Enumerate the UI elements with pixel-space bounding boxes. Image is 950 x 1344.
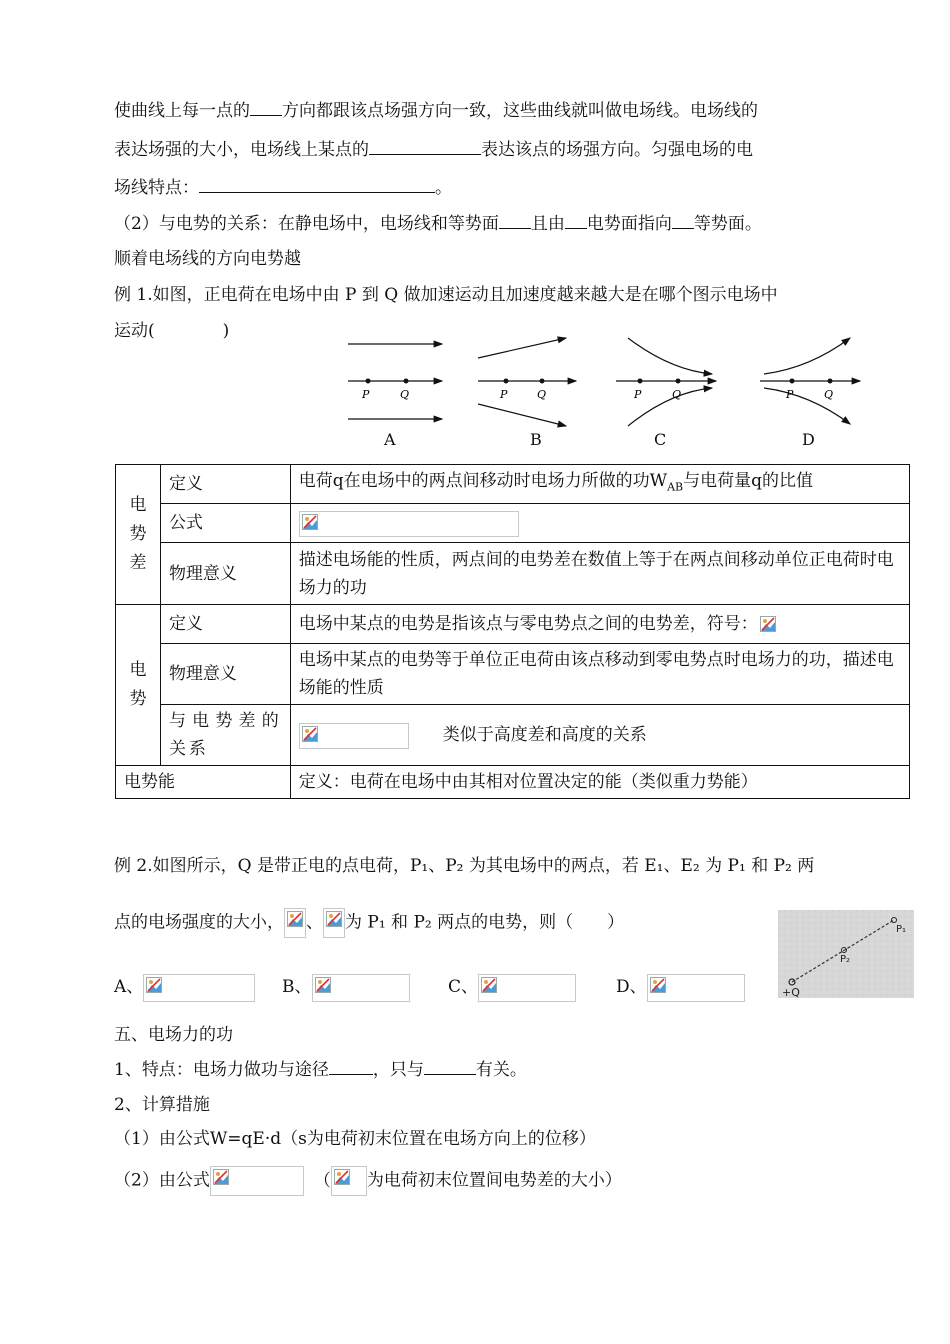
broken-image-icon: [213, 1169, 229, 1185]
example1-line-2: 运动( ): [114, 321, 230, 341]
text: 等势面。: [693, 214, 762, 234]
text: 差: [129, 553, 147, 574]
row-label: 定义: [160, 605, 290, 644]
option-image: [478, 974, 576, 1002]
blank: [424, 1058, 476, 1075]
text: 点的电场强度的大小，: [114, 912, 284, 933]
figure-d: [760, 338, 860, 424]
broken-image-icon: [334, 1169, 350, 1185]
figure-c: [616, 338, 716, 426]
blank: [565, 212, 587, 229]
point-p-label: P: [786, 388, 794, 401]
example2-line-2: [114, 908, 624, 938]
broken-image-icon: [481, 977, 497, 993]
uab-image: [331, 1166, 367, 1196]
intro-line-5: [114, 248, 301, 270]
group-potential-difference: [116, 465, 161, 605]
option-image: [647, 974, 745, 1002]
relation-image: [299, 723, 409, 749]
blank: [672, 212, 694, 229]
symbol-image: [758, 614, 778, 636]
q-label: +Q: [782, 986, 800, 998]
option-a[interactable]: [114, 972, 255, 1002]
formula-image: [299, 511, 519, 537]
option-d-label: D: [802, 430, 815, 449]
text: 使曲线上每一点的: [114, 101, 250, 121]
point-q-label: Q: [537, 388, 547, 401]
group-potential: [116, 605, 161, 766]
broken-image-icon: [146, 977, 162, 993]
text: 电: [129, 495, 147, 516]
blank: [369, 138, 481, 155]
broken-image-icon: [760, 616, 776, 632]
text: 电势面指向: [586, 214, 672, 234]
table-row: [116, 504, 910, 543]
row-formula: [290, 504, 909, 543]
blank: [250, 99, 282, 116]
table-row: [116, 644, 910, 705]
text: 势: [129, 689, 147, 710]
option-image: [312, 974, 410, 1002]
text: 、: [306, 912, 323, 933]
text: 电场中某点的电势是指该点与零电势点之间的电势差，符号：: [298, 614, 758, 635]
text: 类似于高度差和高度的关系: [442, 725, 647, 746]
text: （2）由公式: [114, 1170, 210, 1191]
broken-image-icon: [302, 514, 318, 530]
text: ，只与: [372, 1060, 424, 1080]
point-q-label: Q: [400, 388, 410, 401]
p1-label: P₁: [896, 924, 907, 935]
option-label: D、: [616, 977, 647, 997]
table-row: [116, 766, 910, 799]
row-text: 定义：电荷在电场中由其相对位置决定的能（类似重力势能）: [290, 766, 909, 799]
table-row: [116, 465, 910, 504]
text: 电荷q在电场中的两点间移动时电场力所做的功W: [298, 471, 668, 491]
row-label: 物理意义: [160, 644, 290, 705]
example2-line-1: 例 2.如图所示，Q 是带正电的点电荷，P₁、P₂ 为其电场中的两点，若 E₁、E₂ 为 P₁ 和 P₂ 两: [114, 856, 815, 876]
text: 方向都跟该点场强方向一致，这些曲线就叫做电场线。电场线的: [282, 101, 758, 121]
point-q-label: Q: [824, 388, 834, 401]
point-q-label: Q: [672, 388, 682, 401]
row-text: 电场中某点的电势等于单位正电荷由该点移动到零电势点时电场力的功，描述电场能的性质: [290, 644, 909, 705]
row-relation: [290, 705, 909, 766]
text: 表达场强的大小，电场线上某点的: [114, 140, 369, 160]
text: 电: [129, 660, 147, 681]
work-formula-image: [210, 1166, 304, 1196]
broken-image-icon: [315, 977, 331, 993]
section5-item-1: [114, 1058, 527, 1081]
figure-a: [348, 344, 442, 419]
row-label: 电势能: [116, 766, 291, 799]
option-label: A、: [114, 977, 144, 997]
row-text: [290, 465, 909, 504]
figure-b: [478, 338, 576, 426]
option-d[interactable]: [616, 972, 745, 1002]
text: 表达该点的场强方向。匀强电场的电: [481, 140, 753, 160]
row-text: 描述电场能的性质，两点间的电势差在数值上等于在两点间移动单位正电荷时电场力的功: [290, 543, 909, 605]
broken-image-icon: [287, 911, 303, 927]
broken-image-icon: [650, 977, 666, 993]
option-label: C、: [448, 977, 479, 997]
row-text: [290, 605, 909, 644]
option-c-label: C: [654, 430, 667, 449]
section5-title: 五、电场力的功: [114, 1025, 233, 1045]
text: 。: [435, 178, 452, 198]
subscript: AB: [667, 480, 684, 494]
row-label: 公式: [160, 504, 290, 543]
potential-table: [115, 464, 910, 799]
broken-image-icon: [302, 726, 318, 742]
point-charge-photo: [778, 910, 914, 998]
blank: [199, 176, 435, 193]
row-label: 定义: [160, 465, 290, 504]
text: 1、特点：电场力做功与途径: [114, 1060, 329, 1080]
table-row: [116, 543, 910, 605]
blank: [329, 1058, 373, 1075]
table-row: [116, 705, 910, 766]
phi1-image: [284, 908, 306, 938]
point-p-label: P: [634, 388, 642, 401]
text: 与电荷量q的比值: [683, 471, 814, 491]
point-p-label: P: [500, 388, 508, 401]
section5-item-2-1: （1）由公式W=qE·d（s为电荷初末位置在电场方向上的位移）: [114, 1129, 596, 1149]
intro-line-4: [114, 212, 762, 235]
option-label: B、: [282, 977, 312, 997]
row-label: 与电势差的关系: [160, 705, 290, 766]
intro-line-1: [114, 99, 758, 122]
text: 顺着电场线的方向电势越: [114, 249, 301, 269]
text: 为 P₁ 和 P₂ 两点的电势，则（ ）: [345, 912, 625, 933]
option-b-label: B: [530, 430, 542, 449]
broken-image-icon: [326, 911, 342, 927]
phi2-image: [323, 908, 345, 938]
section5-item-2-2: [114, 1166, 622, 1196]
option-image: [143, 974, 255, 1002]
example1-line-1: 例 1.如图，正电荷在电场中由 P 到 Q 做加速运动且加速度越来越大是在哪个图示电场中: [114, 285, 778, 305]
intro-line-2: [114, 138, 753, 161]
row-label: 物理意义: [160, 543, 290, 605]
p2-label: P₂: [840, 954, 851, 965]
option-b[interactable]: [282, 972, 410, 1002]
point-p-label: P: [362, 388, 370, 401]
text: 场线特点：: [114, 178, 199, 198]
field-line-figures: [340, 330, 870, 430]
intro-line-3: [114, 176, 452, 199]
text: 势: [129, 524, 147, 545]
text: 有关。: [475, 1060, 527, 1080]
section5-item-2: 2、计算措施: [114, 1095, 210, 1115]
text: （: [313, 1170, 331, 1191]
option-c[interactable]: [448, 972, 576, 1002]
option-a-label: A: [384, 430, 396, 449]
table-row: [116, 605, 910, 644]
text: （2）与电势的关系：在静电场中，电场线和等势面: [114, 214, 499, 234]
text: 且由: [530, 214, 565, 234]
blank: [499, 212, 531, 229]
text: 为电荷初末位置间电势差的大小）: [366, 1170, 622, 1191]
